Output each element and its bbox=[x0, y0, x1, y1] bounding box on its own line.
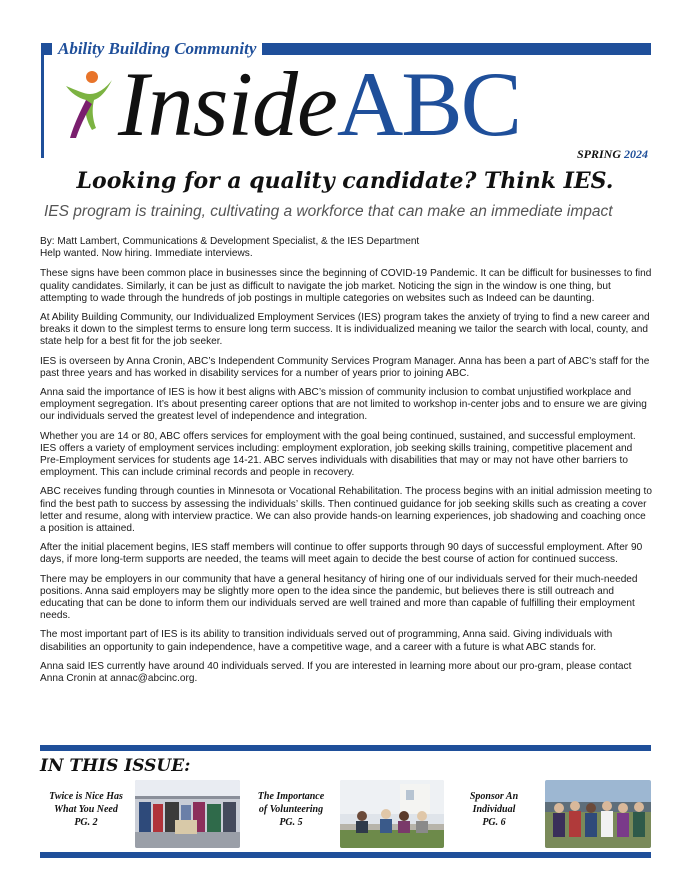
issue-item-line2: Individual bbox=[472, 804, 516, 815]
article-byline bbox=[40, 236, 652, 260]
article-paragraph: There may be employers in our community that have a general hesitancy of hiring one of our individuals served for their much-needed positions. Anna said employers may be slightly more open to the idea since the pandemic, but believes there is still outreach and educating that can be done to inform them our individuals served are well trained and more than capable of fulfilling their employment needs. bbox=[40, 573, 638, 622]
issue-item-line1: The Importance bbox=[257, 791, 325, 802]
article-body bbox=[40, 236, 652, 692]
issue-item-twice-is-nice[interactable] bbox=[40, 790, 132, 829]
issue-item-page: PG. 2 bbox=[74, 817, 98, 828]
volunteers-photo bbox=[340, 780, 444, 848]
issue-date bbox=[577, 147, 648, 162]
issue-item-line2: What You Need bbox=[54, 804, 118, 815]
issue-item-line2: of Volunteering bbox=[258, 804, 324, 815]
masthead-title bbox=[118, 53, 521, 155]
issue-item-page: PG. 5 bbox=[279, 817, 303, 828]
masthead-title-inside: Inside bbox=[118, 53, 337, 155]
in-this-issue-heading: IN THIS ISSUE: bbox=[40, 756, 191, 776]
sponsor-group-photo bbox=[545, 780, 651, 848]
article-paragraph: After the initial placement begins, IES staff members will continue to offer supports through 90 days of successful employment. After 90 days, if more long-term supports are needed, the teams will meet again to decide the best course of action for continued success. bbox=[40, 542, 643, 566]
issue-season: SPRING bbox=[576, 147, 621, 161]
community-name: Ability Building Community bbox=[52, 39, 262, 59]
issue-item-line1: Twice is Nice Has bbox=[49, 791, 123, 802]
footer-rule bbox=[40, 852, 651, 858]
article-paragraph: IES is overseen by Anna Cronin, ABC’s Independent Community Services Program Manager. Anna has been a part of ABC’s staff for the past three years and has worked in disability services for a number of years prior to joining ABC. bbox=[40, 355, 650, 379]
masthead-title-abc: ABC bbox=[336, 53, 521, 155]
issue-item-sponsor[interactable] bbox=[448, 790, 540, 829]
issue-item-line1: Sponsor An bbox=[469, 791, 519, 802]
thrift-store-photo bbox=[135, 780, 240, 848]
byline-text: By: Matt Lambert, Communications & Development Specialist, & the IES Department bbox=[40, 236, 420, 247]
article-subheadline: IES program is training, cultivating a workforce that can make an immediate impact bbox=[44, 203, 613, 220]
issue-year: 2024 bbox=[624, 147, 648, 161]
article-paragraph: The most important part of IES is its ability to transition individuals served out of programming, Anna said. Giving individuals with disabilities an opportunity to gain independence, have a competitive wage, and a career with a future is what ABC stands for. bbox=[40, 629, 613, 653]
article-paragraph: Anna said IES currently have around 40 individuals served. If you are interested in learning more about our pro-gram, please contact Anna Cronin at annac@abcinc.org. bbox=[40, 660, 632, 685]
lead-text: Help wanted. Now hiring. Immediate interviews. bbox=[40, 248, 253, 260]
article-paragraph: Anna said the importance of IES is how it best aligns with ABC’s mission of community inclusion to combat unjustified workplace and employment segregation. It’s about presenting career options that are not limited to workshop in-center jobs and to ensure we are giving our individuals served the greatest level of independence and integration. bbox=[40, 387, 647, 423]
abc-figure-logo-icon bbox=[62, 68, 114, 140]
masthead-left-rule bbox=[41, 43, 44, 158]
issue-item-page: PG. 6 bbox=[482, 817, 506, 828]
section-divider bbox=[40, 745, 651, 751]
issue-item-volunteering[interactable] bbox=[245, 790, 337, 829]
article-paragraph: Whether you are 14 or 80, ABC offers services for employment with the goal being continued, sustained, and successful employment. IES offers a variety of employment services including: employment exploration, job seeking skills training, competitive placement and Pre-Employment services for students age 14-21. ABC serves individuals with disabilities that may or may not have other barriers to employment. This can include criminal records and people in recovery. bbox=[40, 430, 636, 479]
article-paragraph: These signs have been common place in businesses since the beginning of COVID-19 Pandemic. It can be difficult for businesses to find quality candidates. Similarly, it can be just as difficult to navigate the job market. Noticing the sign in the window is one thing, but attempting to wade through the hundreds of job postings in multiple categories on websites such as Indeed can be daunting. bbox=[40, 268, 652, 304]
article-headline: Looking for a quality candidate? Think IES. bbox=[76, 168, 614, 194]
article-paragraph: ABC receives funding through counties in Minnesota or Vocational Rehabilitation. The process begins with an initial admission meeting to find the best path to success by assessing the individuals’ skills. Then continued guidance for job seeking skills such as creating a cover letter and resume, along with interview practice. We can also provide hands-on learning experiences, job shadowing and coaching once a position is attained. bbox=[40, 486, 652, 535]
article-paragraph: At Ability Building Community, our Individualized Employment Services (IES) program takes the anxiety of trying to find a new career and breaks it down to the simplest terms to ensure long term success. It is individualized meaning we tailor the search with local, county, and state help for a best fit for the job seeker. bbox=[40, 312, 650, 348]
